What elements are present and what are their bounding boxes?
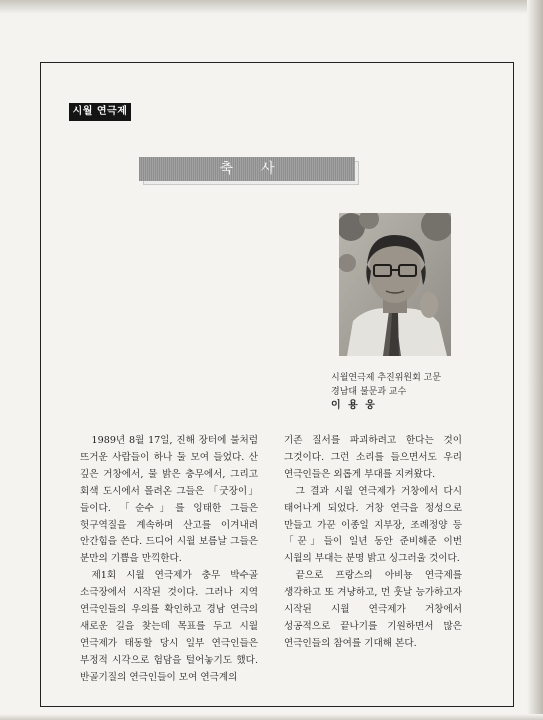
- portrait-photo: [339, 213, 451, 356]
- section-tag: 시월 연극제: [69, 103, 131, 121]
- caption-committee: 시월연극제 추진위원회 고문: [331, 373, 442, 383]
- scan-edge-bottom: [0, 714, 543, 720]
- body-paragraph: 끝으로 프랑스의 아비뇽 연극제를 생각하고 또 겨냥하고, 먼 훗날 능가하고자 시작된 시월 연극제가 거창에서 성공적으로 끝나기를 기원하면서 많은 연극인들의 참여를 기대해 본다.: [284, 570, 462, 649]
- photo-caption: [331, 371, 491, 413]
- body-column-right: [284, 433, 462, 653]
- body-paragraph: 1989년 8월 17일, 진해 장터에 불처럼 뜨거운 사람들이 하나 둘 모여 들었다. 산 깊은 거창에서, 물 밝은 충무에서, 그리고 회색 도시에서 몰려온 그들은 「굿장이」들이다. 「순수」를 잉태한 그들은 헛구역질을 계속하며 산고를 이겨내려 안간힘을 쓴다. 드디어 시월 보름날 그들은 분만의 기쁨을 만끽한다.: [80, 435, 258, 565]
- body-paragraph: 기존 질서를 파괴하려고 한다는 것이 그것이다. 그런 소리를 들으면서도 우리 연극인들은 외롭게 부대를 지켜왔다.: [284, 435, 462, 480]
- body-column-left: [80, 433, 258, 687]
- portrait-icon: [339, 213, 451, 356]
- page-title: 축사: [139, 157, 355, 181]
- caption-affiliation: 경남대 불문과 교수: [331, 387, 407, 397]
- caption-author-name: 이 용 웅: [331, 400, 377, 411]
- body-paragraph: 그 결과 시월 연극제가 거창에서 다시 태어나게 되었다. 거창 연극을 정성으로 만들고 가꾼 이종일 지부장, 조례정양 등 「꾼」들이 일년 동안 준비해준 이번 시월의 부대는 분명 밝고 싱그러울 것이다.: [284, 485, 462, 565]
- scan-edge-right: [527, 0, 543, 720]
- body-paragraph: 제1회 시월 연극제가 충무 박수골 소극장에서 시작된 것이다. 그러나 지역 연극인들의 우의를 확인하고 경남 연극의 새로운 길을 찾는데 목표를 두고 시월 연극제가 태동할 당시 일부 연극인들은 부정적 시각으로 험담을 털어놓기도 했다. 반골기질의 연극인들이 모여 연극계의: [80, 570, 258, 683]
- scan-edge-top: [0, 0, 543, 14]
